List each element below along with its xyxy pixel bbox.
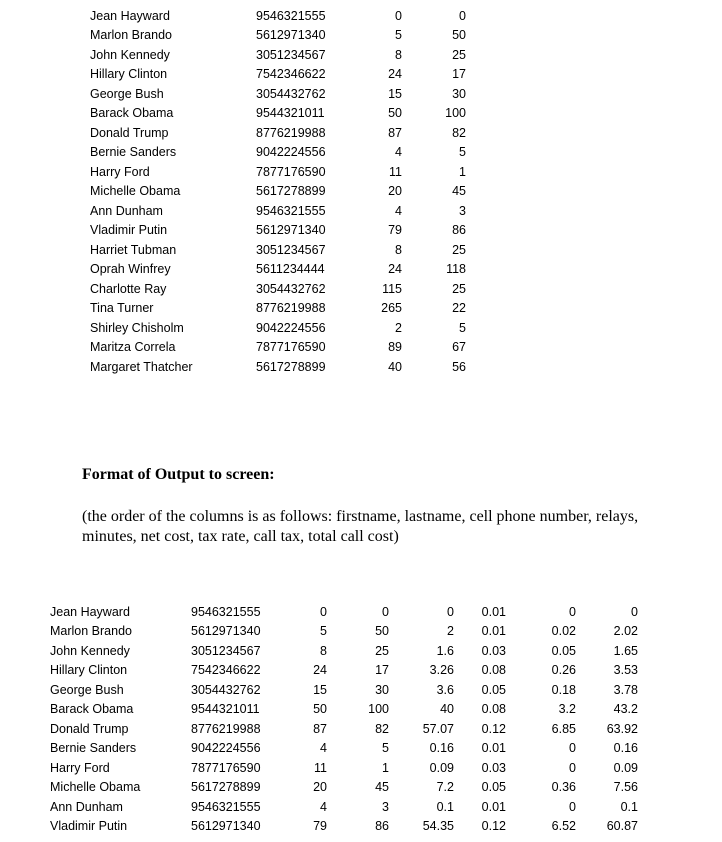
relays-cell: 4 [320,741,327,756]
tax-rate-cell: 0.03 [481,760,506,775]
tax-rate-cell: 0.03 [481,643,506,658]
call-tax-cell: 0.18 [551,682,576,697]
name-cell: Harry Ford [50,760,110,775]
name-cell: Donald Trump [50,721,129,736]
name-cell: Vladimir Putin [50,819,128,834]
relays-cell: 40 [388,359,402,374]
table-row [50,700,638,720]
phone-cell: 7877176590 [256,340,326,355]
table-row [90,182,466,202]
table-row [90,221,466,241]
minutes-cell: 3 [382,799,389,814]
table-row [90,318,466,338]
name-cell: John Kennedy [50,643,130,658]
relays-cell: 265 [381,301,402,316]
table-row [90,143,466,163]
relays-cell: 50 [388,106,402,121]
table-row [90,357,466,377]
column-order-note: (the order of the columns is as follows: firstname, lastname, cell phone number, relays, minutes, net cost, tax rate, call tax, total call cost) [82,508,639,545]
phone-cell: 3051234567 [191,643,261,658]
phone-cell: 5617278899 [256,184,326,199]
call-tax-cell: 0 [569,760,576,775]
phone-cell: 5612971340 [191,819,261,834]
name-cell: Vladimir Putin [90,223,168,238]
tax-rate-cell: 0.08 [481,702,506,717]
name-cell: Ann Dunham [50,799,123,814]
table-row [50,680,638,700]
name-cell: George Bush [90,86,164,101]
phone-cell: 9546321555 [256,203,326,218]
table-row [90,45,466,65]
minutes-cell: 50 [452,28,466,43]
name-cell: Harry Ford [90,164,150,179]
table-row [90,6,466,26]
table-row [50,661,638,681]
total-call-cost-cell: 0.16 [613,741,638,756]
net-cost-cell: 7.2 [436,780,454,795]
minutes-cell: 0 [459,8,466,23]
net-cost-cell: 0.09 [429,760,454,775]
name-cell: Tina Turner [90,301,154,316]
phone-cell: 9546321555 [191,604,261,619]
name-cell: John Kennedy [90,47,170,62]
table-row [50,778,638,798]
minutes-cell: 0 [382,604,389,619]
call-tax-cell: 0 [569,799,576,814]
minutes-cell: 45 [375,780,389,795]
total-call-cost-cell: 1.65 [613,643,638,658]
table-row [90,65,466,85]
net-cost-cell: 3.26 [429,663,454,678]
minutes-cell: 30 [452,86,466,101]
relays-cell: 4 [320,799,327,814]
output-format-heading: Format of Output to screen: [82,466,275,483]
total-call-cost-cell: 2.02 [613,624,638,639]
relays-cell: 5 [395,28,402,43]
table-row [90,299,466,319]
name-cell: Donald Trump [90,125,169,140]
relays-cell: 5 [320,624,327,639]
name-cell: Harriet Tubman [90,242,177,257]
phone-cell: 9544321011 [256,106,325,121]
net-cost-cell: 0.1 [436,799,454,814]
total-call-cost-cell: 0.1 [620,799,638,814]
table-row [50,641,638,661]
tax-rate-cell: 0.05 [481,682,506,697]
name-cell: Margaret Thatcher [90,359,193,374]
table-row [90,26,466,46]
phone-cell: 8776219988 [256,301,326,316]
net-cost-cell: 54.35 [422,819,454,834]
minutes-cell: 25 [375,643,389,658]
name-cell: George Bush [50,682,124,697]
tax-rate-cell: 0.12 [481,819,506,834]
name-cell: Bernie Sanders [90,145,177,160]
name-cell: Marlon Brando [50,624,132,639]
minutes-cell: 100 [445,106,466,121]
table-row [50,739,638,759]
call-tax-cell: 0.36 [551,780,576,795]
phone-cell: 5611234444 [256,262,325,277]
phone-cell: 9546321555 [191,799,261,814]
relays-cell: 20 [388,184,402,199]
phone-cell: 5612971340 [256,28,326,43]
relays-cell: 11 [389,164,402,179]
relays-cell: 79 [388,223,402,238]
table-row [90,279,466,299]
table-row [50,758,638,778]
relays-cell: 115 [382,281,402,296]
relays-cell: 8 [395,47,402,62]
minutes-cell: 3 [459,203,466,218]
relays-cell: 11 [314,760,327,775]
relays-cell: 20 [313,780,327,795]
relays-cell: 4 [395,145,402,160]
minutes-cell: 22 [452,301,466,316]
net-cost-cell: 0 [447,604,454,619]
relays-cell: 0 [395,8,402,23]
minutes-cell: 45 [452,184,466,199]
relays-cell: 24 [388,67,402,82]
name-cell: Barack Obama [90,106,174,121]
phone-cell: 8776219988 [256,125,326,140]
relays-cell: 2 [395,320,402,335]
relays-cell: 0 [320,604,327,619]
minutes-cell: 82 [452,125,466,140]
minutes-cell: 25 [452,281,466,296]
minutes-cell: 82 [375,721,389,736]
table-row [50,817,638,837]
phone-cell: 3051234567 [256,242,326,257]
total-call-cost-cell: 43.2 [613,702,638,717]
minutes-cell: 5 [459,320,466,335]
minutes-cell: 50 [375,624,389,639]
name-cell: Oprah Winfrey [90,262,171,277]
name-cell: Maritza Correla [90,340,176,355]
call-tax-cell: 0 [569,741,576,756]
relays-cell: 24 [388,262,402,277]
call-tax-cell: 6.85 [551,721,576,736]
table-row [90,240,466,260]
table-row [90,260,466,280]
input-data-body [90,6,466,377]
table-row [90,201,466,221]
minutes-cell: 17 [452,67,466,82]
minutes-cell: 56 [452,359,466,374]
phone-cell: 9042224556 [191,741,261,756]
table-row [90,123,466,143]
total-call-cost-cell: 7.56 [613,780,638,795]
call-tax-cell: 0.02 [551,624,576,639]
name-cell: Michelle Obama [50,780,141,795]
relays-cell: 8 [395,242,402,257]
name-cell: Jean Hayward [50,604,130,619]
relays-cell: 4 [395,203,402,218]
minutes-cell: 17 [375,663,389,678]
table-row [90,338,466,358]
phone-cell: 5617278899 [191,780,261,795]
total-call-cost-cell: 63.92 [606,721,638,736]
minutes-cell: 5 [459,145,466,160]
total-call-cost-cell: 60.87 [606,819,638,834]
name-cell: Shirley Chisholm [90,320,184,335]
minutes-cell: 25 [452,242,466,257]
table-row [50,719,638,739]
phone-cell: 9042224556 [256,320,326,335]
tax-rate-cell: 0.05 [481,780,506,795]
call-tax-cell: 0.26 [551,663,576,678]
name-cell: Michelle Obama [90,184,181,199]
output-data-body [50,602,638,836]
minutes-cell: 86 [452,223,466,238]
input-data-table [90,6,466,377]
phone-cell: 5612971340 [256,223,326,238]
phone-cell: 8776219988 [191,721,261,736]
table-row [50,622,638,642]
table-row [50,602,638,622]
call-tax-cell: 0 [569,604,576,619]
net-cost-cell: 3.6 [436,682,454,697]
tax-rate-cell: 0.01 [481,624,506,639]
phone-cell: 3051234567 [256,47,326,62]
phone-cell: 3054432762 [256,281,326,296]
phone-cell: 5617278899 [256,359,326,374]
relays-cell: 87 [313,721,327,736]
total-call-cost-cell: 0 [631,604,638,619]
minutes-cell: 1 [382,760,389,775]
net-cost-cell: 0.16 [429,741,454,756]
phone-cell: 5612971340 [191,624,261,639]
tax-rate-cell: 0.08 [481,663,506,678]
phone-cell: 9546321555 [256,8,326,23]
minutes-cell: 67 [452,340,466,355]
tax-rate-cell: 0.01 [481,799,506,814]
name-cell: Ann Dunham [90,203,163,218]
total-call-cost-cell: 3.78 [613,682,638,697]
name-cell: Hillary Clinton [50,663,128,678]
tax-rate-cell: 0.01 [481,604,506,619]
net-cost-cell: 57.07 [422,721,454,736]
name-cell: Charlotte Ray [90,281,167,296]
tax-rate-cell: 0.12 [481,721,506,736]
call-tax-cell: 3.2 [558,702,576,717]
minutes-cell: 1 [459,164,466,179]
net-cost-cell: 1.6 [436,643,454,658]
minutes-cell: 100 [368,702,389,717]
name-cell: Marlon Brando [90,28,172,43]
tax-rate-cell: 0.01 [481,741,506,756]
call-tax-cell: 0.05 [551,643,576,658]
phone-cell: 3054432762 [191,682,261,697]
table-row [90,84,466,104]
relays-cell: 50 [313,702,327,717]
phone-cell: 3054432762 [256,86,326,101]
minutes-cell: 118 [446,262,466,277]
total-call-cost-cell: 3.53 [613,663,638,678]
relays-cell: 89 [388,340,402,355]
total-call-cost-cell: 0.09 [613,760,638,775]
net-cost-cell: 40 [440,702,454,717]
table-row [90,162,466,182]
net-cost-cell: 2 [447,624,454,639]
phone-cell: 9042224556 [256,145,326,160]
relays-cell: 24 [313,663,327,678]
minutes-cell: 30 [375,682,389,697]
table-row [50,797,638,817]
name-cell: Barack Obama [50,702,134,717]
relays-cell: 87 [388,125,402,140]
name-cell: Jean Hayward [90,8,170,23]
relays-cell: 8 [320,643,327,658]
minutes-cell: 25 [452,47,466,62]
phone-cell: 7542346622 [256,67,326,82]
call-tax-cell: 6.52 [551,819,576,834]
minutes-cell: 5 [382,741,389,756]
relays-cell: 15 [388,86,402,101]
output-data-table [50,602,638,836]
name-cell: Hillary Clinton [90,67,168,82]
phone-cell: 7877176590 [191,760,261,775]
relays-cell: 79 [313,819,327,834]
name-cell: Bernie Sanders [50,741,137,756]
relays-cell: 15 [313,682,327,697]
phone-cell: 9544321011 [191,702,260,717]
minutes-cell: 86 [375,819,389,834]
phone-cell: 7877176590 [256,164,326,179]
phone-cell: 7542346622 [191,663,261,678]
table-row [90,104,466,124]
